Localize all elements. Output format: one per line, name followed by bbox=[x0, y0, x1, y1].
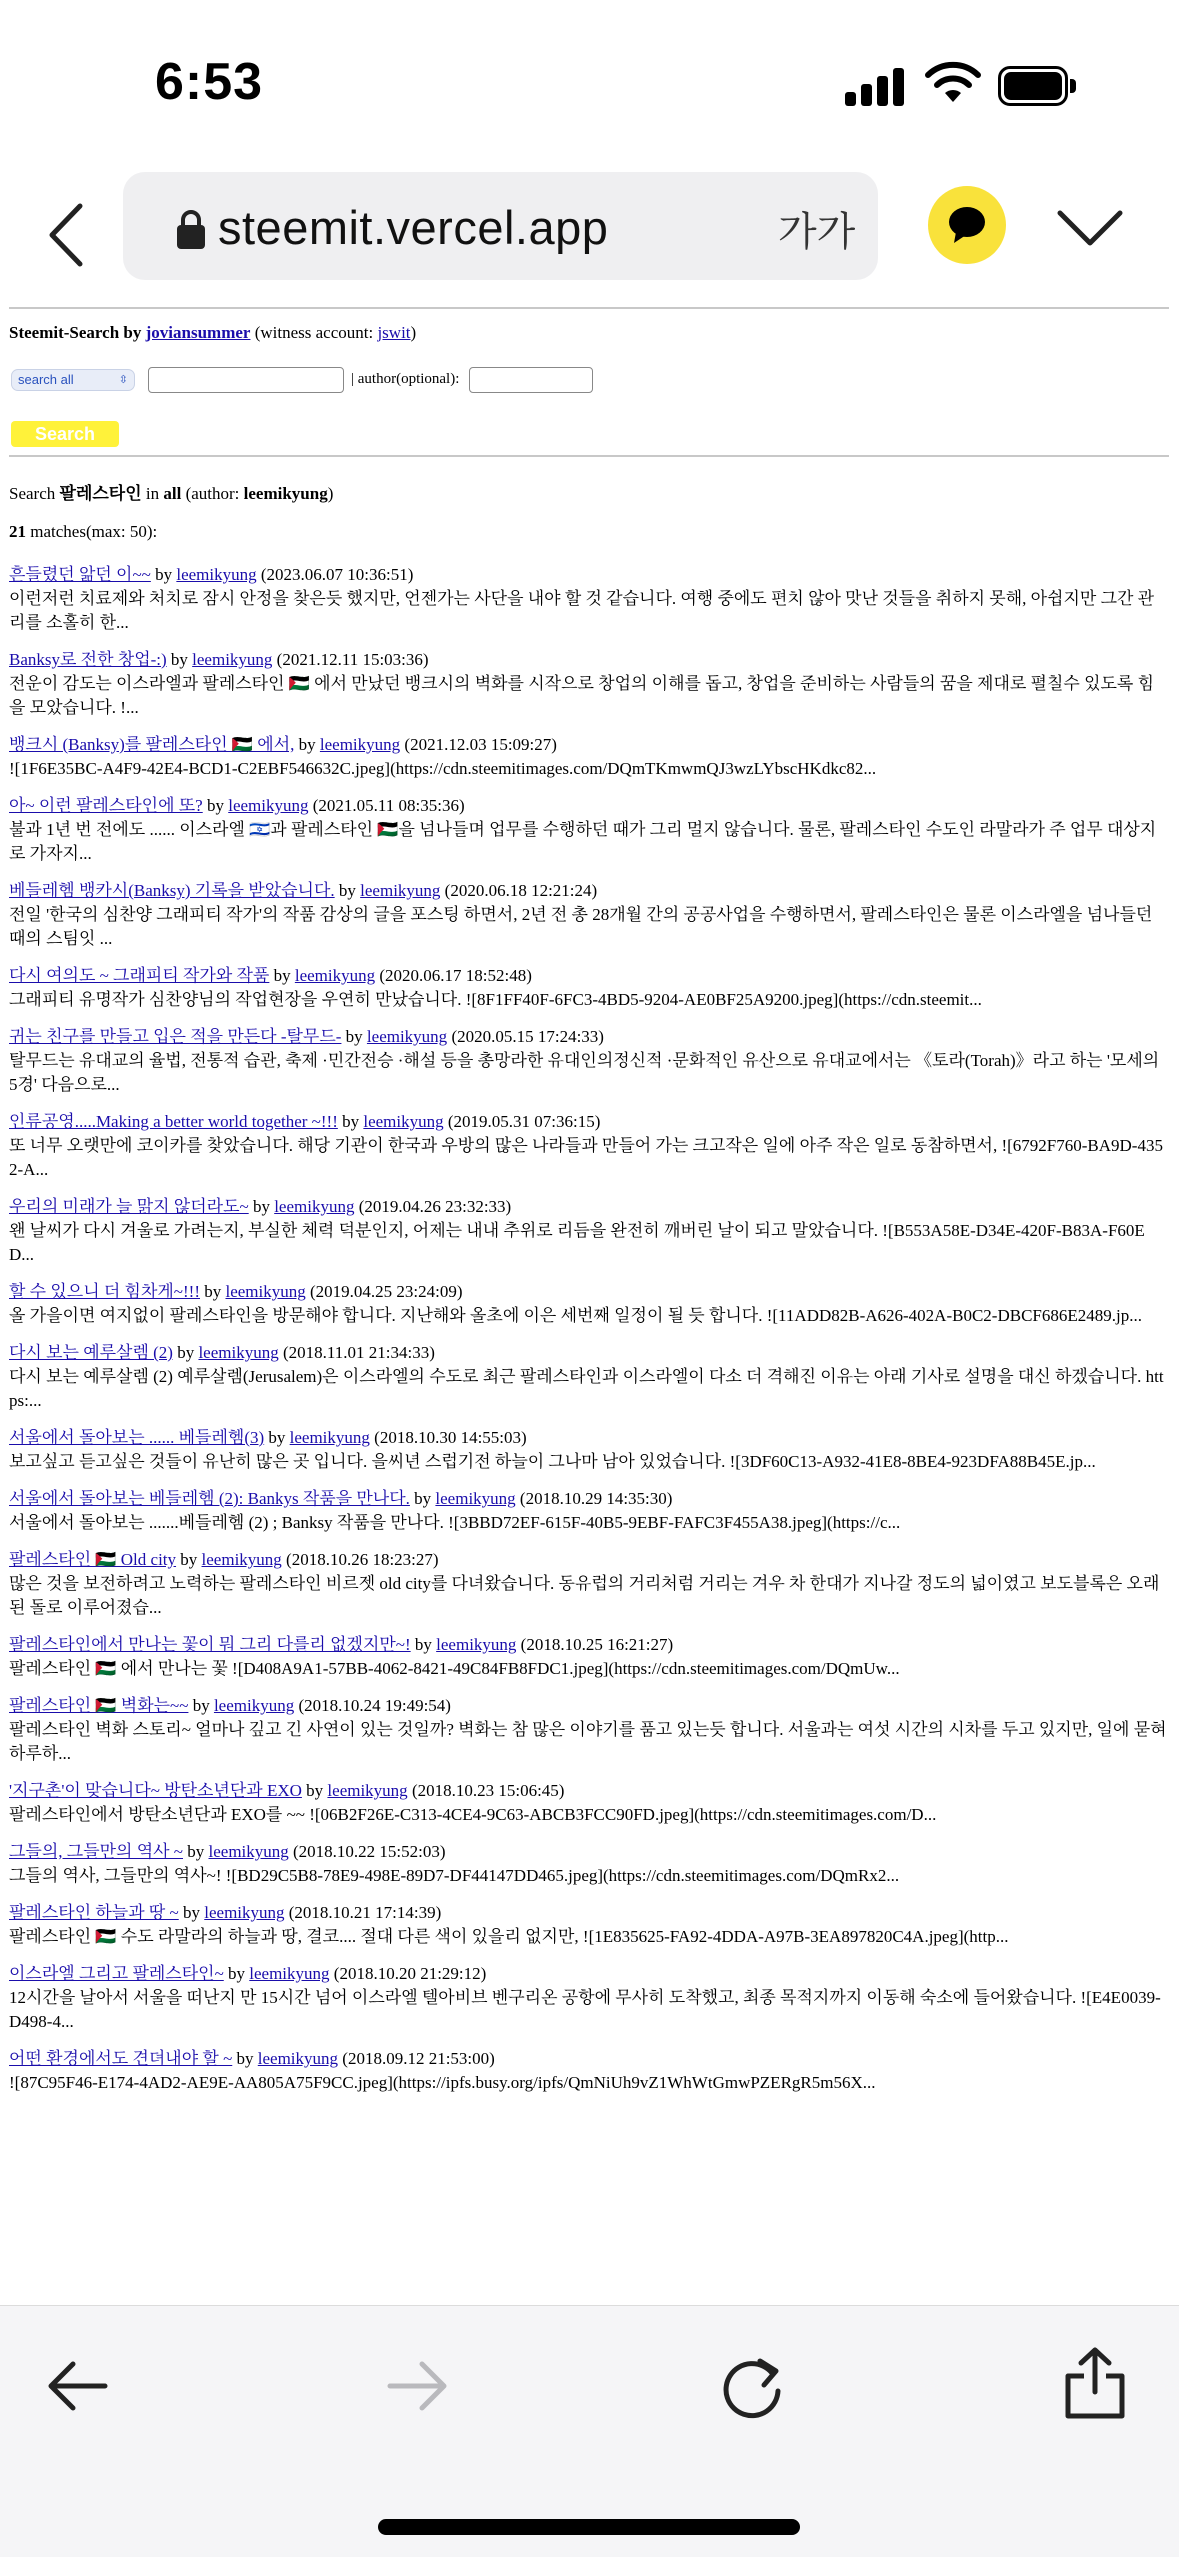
result-title-link[interactable]: 팔레스타인 🇵🇸 벽화는~~ bbox=[9, 1696, 189, 1715]
result-header bbox=[9, 879, 1169, 903]
result-date: (2021.12.11 15:03:36) bbox=[276, 650, 429, 669]
result-snippet: 팔레스타인 벽화 스토리~ 얼마나 깊고 긴 사연이 있는 것일까? 벽화는 참 많은 이야기를 품고 있는듯 합니다. 서울과는 여섯 시간의 시차를 두고 있지만, 일에 묻혀 하루하... bbox=[9, 1720, 1167, 1763]
result-title-link[interactable]: '지구촌'이 맞습니다~ 방탄소년단과 EXO bbox=[9, 1781, 302, 1800]
by-text: by bbox=[298, 735, 316, 754]
by-text: by bbox=[236, 2049, 254, 2068]
result-date: (2020.06.18 12:21:24) bbox=[444, 881, 598, 900]
by-text: by bbox=[155, 565, 173, 584]
result-item bbox=[9, 563, 1169, 635]
result-date: (2018.10.23 15:06:45) bbox=[411, 1781, 565, 1800]
result-snippet: 팔레스타인 🇵🇸 에서 만나는 꽃 ![D408A9A1-57BB-4062-8421-49C84FB8FDC1.jpeg](https://cdn.steemitimages.com/DQmUw... bbox=[9, 1659, 900, 1678]
result-date: (2018.10.26 18:23:27) bbox=[286, 1550, 439, 1569]
author-link[interactable]: joviansummer bbox=[145, 323, 251, 342]
result-author-link[interactable]: leemikyung bbox=[204, 1903, 285, 1922]
divider bbox=[9, 455, 1169, 457]
result-snippet: 또 너무 오랫만에 코이카를 찾았습니다. 해당 기관이 한국과 우방의 많은 나라들과 만들어 가는 크고작은 일에 아주 작은 일로 동참하면서, ![6792F760-BA9D-4352-A... bbox=[9, 1136, 1163, 1179]
scope-select-value: search all bbox=[18, 372, 74, 387]
result-snippet: 전일 '한국의 심찬양 그래피티 작가'의 작품 감상의 글을 포스팅 하면서, 2년 전 총 28개월 간의 공공사업을 수행하면서, 팔레스타인은 물론 이스라엘을 넘나들던 때의 스팀잇 ... bbox=[9, 905, 1153, 948]
result-snippet: 팔레스타인에서 방탄소년단과 EXO를 ~~ ![06B2F26E-C313-4CE4-9C63-ABCB3FCC90FD.jpeg](https://cdn.steemitimages.com/D... bbox=[9, 1805, 937, 1824]
result-header bbox=[9, 1025, 1169, 1049]
result-date: (2019.04.25 23:24:09) bbox=[310, 1282, 463, 1301]
by-text: by bbox=[204, 1282, 222, 1301]
result-author-link[interactable]: leemikyung bbox=[201, 1550, 282, 1569]
result-header bbox=[9, 2047, 1169, 2071]
result-header bbox=[9, 1694, 1169, 1718]
result-title-link[interactable]: 다시 보는 예루살렘 (2) bbox=[9, 1343, 173, 1362]
address-bar[interactable] bbox=[123, 172, 878, 280]
author-label: | author(optional): bbox=[351, 371, 460, 387]
result-header bbox=[9, 1426, 1169, 1450]
result-date: (2020.05.15 17:24:33) bbox=[451, 1027, 604, 1046]
result-snippet: 그들의 역사, 그들만의 역사~! ![BD29C5B8-78E9-498E-89D7-DF44147DD465.jpeg](https://cdn.steemitimages.com/DQmRx2... bbox=[9, 1866, 900, 1885]
result-snippet: 보고싶고 듣고싶은 것들이 유난히 많은 곳 입니다. 을씨년 스럽기전 하늘이 그나마 남아 있었습니다. ![3DF60C13-A932-41E8-8BE4-923DFA88B45E.jp... bbox=[9, 1452, 1096, 1471]
result-title-link[interactable]: 어떤 환경에서도 견뎌내야 할 ~ bbox=[9, 2049, 233, 2068]
result-snippet: 팔레스타인 🇵🇸 수도 라말라의 하늘과 땅, 결코.... 절대 다른 색이 있을리 없지만, ![1E835625-FA92-4DDA-A97B-3EA897820C4A.jpeg](http... bbox=[9, 1927, 1009, 1946]
text-size-button[interactable]: 가가 bbox=[778, 209, 856, 255]
result-author-link[interactable]: leemikyung bbox=[435, 1489, 516, 1508]
result-author-link[interactable]: leemikyung bbox=[257, 2049, 339, 2068]
by-text: by bbox=[268, 1428, 286, 1447]
back-arrow-icon[interactable] bbox=[45, 2356, 110, 2416]
result-header bbox=[9, 1195, 1169, 1219]
matches-suffix: matches(max: 50): bbox=[30, 522, 158, 541]
result-date: (2021.05.11 08:35:36) bbox=[312, 796, 465, 815]
by-text: by bbox=[414, 1635, 432, 1654]
result-date: (2018.10.22 15:52:03) bbox=[293, 1842, 446, 1861]
query-author: leemikyung bbox=[243, 484, 328, 503]
result-item bbox=[9, 879, 1169, 951]
by-text: by bbox=[177, 1343, 195, 1362]
result-author-link[interactable]: leemikyung bbox=[294, 966, 376, 985]
result-author-link[interactable]: leemikyung bbox=[289, 1428, 370, 1447]
web-content bbox=[9, 295, 1169, 2092]
result-item bbox=[9, 794, 1169, 866]
result-author-link[interactable]: leemikyung bbox=[360, 881, 441, 900]
site-header bbox=[9, 323, 416, 343]
result-item bbox=[9, 1110, 1169, 1182]
result-header bbox=[9, 1840, 1169, 1864]
result-title-link[interactable]: 팔레스타인 🇵🇸 Old city bbox=[9, 1550, 177, 1569]
result-snippet: ![1F6E35BC-A4F9-42E4-BCD1-C2EBF546632C.jpeg](https://cdn.steemitimages.com/DQmTKmwmQJ3wzLYbscHKdkc82... bbox=[9, 759, 877, 778]
result-title-link[interactable]: 이스라엘 그리고 팔레스타인~ bbox=[9, 1964, 224, 1983]
result-author-link[interactable]: leemikyung bbox=[208, 1842, 289, 1861]
result-author-link[interactable]: leemikyung bbox=[198, 1343, 279, 1362]
witness-link[interactable]: jswit bbox=[377, 323, 411, 342]
query-summary bbox=[9, 479, 333, 504]
query-author-suffix: ) bbox=[327, 484, 334, 503]
result-item bbox=[9, 2047, 1169, 2095]
chevron-down-icon[interactable] bbox=[1055, 205, 1125, 250]
by-text: by bbox=[206, 796, 224, 815]
result-header bbox=[9, 794, 1169, 818]
result-item bbox=[9, 648, 1169, 720]
result-header bbox=[9, 1341, 1169, 1365]
by-text: by bbox=[414, 1489, 432, 1508]
select-arrow-icon: ⇳ bbox=[118, 374, 128, 386]
result-date: (2018.10.30 14:55:03) bbox=[374, 1428, 527, 1447]
result-item bbox=[9, 1341, 1169, 1413]
result-snippet: 다시 보는 예루살렘 (2) 예루살렘(Jerusalem)은 이스라엘의 수도로 최근 팔레스타인과 이스라엘이 다소 더 격해진 이유는 아래 기사로 설명을 대신 하겠습니다. https:... bbox=[9, 1367, 1164, 1410]
result-author-link[interactable]: leemikyung bbox=[225, 1282, 306, 1301]
search-button[interactable]: Search bbox=[11, 421, 119, 447]
result-snippet: 탈무드는 유대교의 율법, 전통적 습관, 축제 ·민간전승 ·해설 등을 총망라한 유대인의정신적 ·문화적인 유산으로 유대교에서는 《토라(Torah)》라고 하는 '모세의 5경' 다음으로... bbox=[9, 1051, 1160, 1094]
result-author-link[interactable]: leemikyung bbox=[366, 1027, 448, 1046]
result-date: (2018.10.20 21:29:12) bbox=[333, 1964, 487, 1983]
result-header bbox=[9, 1548, 1169, 1572]
query-term: 팔레스타인 bbox=[59, 484, 142, 503]
result-item bbox=[9, 964, 1169, 1012]
result-snippet: 불과 1년 번 전에도 ...... 이스라엘 🇮🇱과 팔레스타인 🇵🇸을 넘나들며 업무를 수행하던 때가 그리 멀지 않습니다. 물론, 팔레스타인 수도인 라말라가 주 업무 대상지로 가자지... bbox=[9, 820, 1157, 863]
query-in: in bbox=[145, 484, 160, 503]
status-time: 6:53 bbox=[155, 53, 264, 111]
by-text: by bbox=[192, 1696, 210, 1715]
result-title-link[interactable]: Banksy로 전한 창업-:) bbox=[9, 650, 167, 669]
result-author-link[interactable]: leemikyung bbox=[274, 1197, 355, 1216]
result-header bbox=[9, 964, 1169, 988]
result-item bbox=[9, 1025, 1169, 1097]
result-title-link[interactable]: 다시 여의도 ~ 그래피티 작가와 작품 bbox=[9, 966, 270, 985]
chat-bubble-icon bbox=[946, 205, 988, 245]
by-text: by bbox=[180, 1550, 198, 1569]
query-scope: all bbox=[163, 484, 182, 503]
result-author-link[interactable]: leemikyung bbox=[436, 1635, 517, 1654]
result-title-link[interactable]: 그들의, 그들만의 역사 ~ bbox=[9, 1842, 183, 1861]
result-date: (2023.06.07 10:36:51) bbox=[260, 565, 414, 584]
result-author-link[interactable]: leemikyung bbox=[228, 796, 309, 815]
result-item bbox=[9, 1487, 1169, 1535]
by-text: by bbox=[306, 1781, 324, 1800]
result-date: (2018.10.21 17:14:39) bbox=[288, 1903, 442, 1922]
result-header bbox=[9, 563, 1169, 587]
result-snippet: 전운이 감도는 이스라엘과 팔레스타인 🇵🇸 에서 만났던 뱅크시의 벽화를 시작으로 창업의 이해를 돕고, 창업을 준비하는 사람들의 꿈을 제대로 펼칠수 있도록 힘을 모았습니다. !... bbox=[9, 674, 1155, 717]
lock-icon bbox=[175, 208, 207, 250]
result-header bbox=[9, 1901, 1169, 1925]
result-header bbox=[9, 1280, 1169, 1304]
result-author-link[interactable]: leemikyung bbox=[192, 650, 273, 669]
result-date: (2018.10.24 19:49:54) bbox=[298, 1696, 451, 1715]
result-author-link[interactable]: leemikyung bbox=[327, 1781, 408, 1800]
search-form bbox=[9, 367, 1169, 397]
share-icon[interactable] bbox=[1062, 2346, 1128, 2420]
result-title-link[interactable]: 할 수 있으니 더 힘차게~!!! bbox=[9, 1282, 200, 1301]
result-item bbox=[9, 1633, 1169, 1681]
by-text: by bbox=[273, 966, 291, 985]
result-date: (2021.12.03 15:09:27) bbox=[404, 735, 557, 754]
by-text: by bbox=[338, 881, 356, 900]
wifi-icon bbox=[925, 62, 981, 106]
result-date: (2018.11.01 21:34:33) bbox=[282, 1343, 435, 1362]
result-title-link[interactable]: 우리의 미래가 늘 맑지 않더라도~ bbox=[9, 1197, 249, 1216]
result-snippet: 많은 것을 보전하려고 노력하는 팔레스타인 비르젯 old city를 다녀왔습니다. 동유럽의 거리처럼 거리는 겨우 차 한대가 지나갈 정도의 넓이였고 보도블록은 오래된 돌로 이루어졌습... bbox=[9, 1574, 1160, 1617]
result-date: (2019.04.26 23:32:33) bbox=[358, 1197, 512, 1216]
result-header bbox=[9, 733, 1169, 757]
cellular-signal-icon bbox=[845, 66, 905, 106]
result-snippet: 이런저런 치료제와 처치로 잠시 안정을 찾은듯 했지만, 언젠가는 사단을 내야 할 것 같습니다. 여행 중에도 편치 않아 맛난 것들을 취하지 못해, 아쉽지만 그간 관리를 소홀히 한... bbox=[9, 589, 1155, 632]
browser-top-bar bbox=[0, 160, 1179, 295]
scope-select[interactable] bbox=[11, 369, 135, 391]
back-chevron-icon[interactable] bbox=[42, 200, 92, 270]
author-input[interactable] bbox=[469, 367, 593, 393]
extension-button[interactable] bbox=[928, 186, 1006, 264]
result-date: (2020.06.17 18:52:48) bbox=[379, 966, 532, 985]
forward-arrow-icon[interactable] bbox=[385, 2356, 450, 2416]
reload-icon[interactable] bbox=[720, 2351, 786, 2421]
result-snippet: 왠 날씨가 다시 겨울로 가려는지, 부실한 체력 덕분인지, 어제는 내내 추위로 리듬을 완전히 깨버린 날이 되고 말았습니다. ![B553A58E-D34E-420F-B83A-F60ED... bbox=[9, 1221, 1145, 1264]
result-title-link[interactable]: 서울에서 돌아보는 ...... 베들레헴(3) bbox=[9, 1428, 265, 1447]
result-item bbox=[9, 1280, 1169, 1328]
by-text: by bbox=[345, 1027, 363, 1046]
matches-number: 21 bbox=[9, 522, 26, 541]
result-snippet: 12시간을 날아서 서울을 떠난지 만 15시간 넘어 이스라엘 텔아비브 벤구리온 공항에 무사히 도착했고, 최종 목적지까지 이동해 숙소에 들어왔습니다. ![E4E0039-D498-4... bbox=[9, 1988, 1161, 2031]
results-list bbox=[9, 563, 1169, 2108]
result-title-link[interactable]: 인류공영.....Making a better world together ~!!! bbox=[9, 1112, 338, 1131]
by-text: by bbox=[228, 1964, 246, 1983]
search-input[interactable] bbox=[148, 367, 344, 393]
result-item bbox=[9, 1548, 1169, 1620]
by-text: by bbox=[342, 1112, 360, 1131]
result-snippet: 올 가을이면 여지없이 팔레스타인을 방문해야 합니다. 지난해와 올초에 이은 세번째 일정이 될 듯 합니다. ![11ADD82B-A626-402A-B0C2-DBCF686E2489.jp... bbox=[9, 1306, 1142, 1325]
query-prefix: Search bbox=[9, 484, 56, 503]
result-item bbox=[9, 1195, 1169, 1267]
result-author-link[interactable]: leemikyung bbox=[319, 735, 401, 754]
result-header bbox=[9, 1962, 1169, 1986]
result-header bbox=[9, 1633, 1169, 1657]
result-title-link[interactable]: 팔레스타인에서 만나는 꽃이 뭐 그리 다를리 없겠지만~! bbox=[9, 1635, 411, 1654]
result-date: (2018.10.29 14:35:30) bbox=[519, 1489, 673, 1508]
result-author-link[interactable]: leemikyung bbox=[213, 1696, 295, 1715]
result-header bbox=[9, 1779, 1169, 1803]
result-author-link[interactable]: leemikyung bbox=[176, 565, 257, 584]
result-header bbox=[9, 648, 1169, 672]
result-title-link[interactable]: 귀는 친구를 만들고 입은 적을 만든다 -탈무드- bbox=[9, 1027, 342, 1046]
result-snippet: 서울에서 돌아보는 .......베들레헴 (2) ; Banksy 작품을 만나다. ![3BBD72EF-615F-40B5-9EBF-FAFC3F455A38.jpeg](https://c... bbox=[9, 1513, 901, 1532]
result-item bbox=[9, 1901, 1169, 1949]
divider bbox=[9, 307, 1169, 309]
witness-suffix: ) bbox=[410, 323, 417, 342]
result-author-link[interactable]: leemikyung bbox=[363, 1112, 444, 1131]
result-date: (2019.05.31 07:36:15) bbox=[447, 1112, 601, 1131]
query-author-prefix: (author: bbox=[185, 484, 240, 503]
result-header bbox=[9, 1110, 1169, 1134]
witness-prefix: (witness account: bbox=[254, 323, 374, 342]
result-date: (2018.09.12 21:53:00) bbox=[342, 2049, 495, 2068]
by-text: by bbox=[123, 323, 142, 342]
result-item bbox=[9, 1426, 1169, 1474]
result-item bbox=[9, 1694, 1169, 1766]
result-item bbox=[9, 1962, 1169, 2034]
result-title-link[interactable]: 서울에서 돌아보는 베들레헴 (2): Bankys 작품을 만나다. bbox=[9, 1489, 410, 1508]
matches-count bbox=[9, 522, 157, 542]
home-indicator bbox=[378, 2519, 800, 2535]
status-bar bbox=[0, 0, 1179, 160]
result-item bbox=[9, 1840, 1169, 1888]
result-title-link[interactable]: 뱅크시 (Banksy)를 팔레스타인 🇵🇸 에서, bbox=[9, 735, 295, 754]
result-snippet: ![87C95F46-E174-4AD2-AE9E-AA805A75F9CC.jpeg](https://ipfs.busy.org/ipfs/QmNiUh9vZ1WhWtGmwPZERgR5m56X... bbox=[9, 2073, 876, 2092]
browser-toolbar bbox=[0, 2305, 1179, 2557]
result-header bbox=[9, 1487, 1169, 1511]
result-item bbox=[9, 1779, 1169, 1827]
url-text: steemit.vercel.app bbox=[218, 201, 609, 254]
result-item bbox=[9, 733, 1169, 781]
result-title-link[interactable]: 흔들렸던 앎던 이~~ bbox=[9, 565, 151, 584]
result-title-link[interactable]: 팔레스타인 하늘과 땅 ~ bbox=[9, 1903, 179, 1922]
result-title-link[interactable]: 베들레헴 뱅카시(Banksy) 기록을 받았습니다. bbox=[9, 881, 335, 900]
result-date: (2018.10.25 16:21:27) bbox=[520, 1635, 674, 1654]
by-text: by bbox=[252, 1197, 270, 1216]
by-text: by bbox=[183, 1903, 200, 1922]
battery-icon bbox=[998, 66, 1078, 106]
result-title-link[interactable]: 아~ 이런 팔레스타인에 또? bbox=[9, 796, 203, 815]
by-text: by bbox=[170, 650, 188, 669]
result-snippet: 그래피티 유명작가 심찬양님의 작업현장을 우연히 만났습니다. ![8F1FF40F-6FC3-4BD5-9204-AE0BF25A9200.jpeg](https://cdn.steemit... bbox=[9, 990, 982, 1009]
app-name: Steemit-Search bbox=[9, 323, 120, 342]
result-author-link[interactable]: leemikyung bbox=[249, 1964, 330, 1983]
by-text: by bbox=[187, 1842, 205, 1861]
